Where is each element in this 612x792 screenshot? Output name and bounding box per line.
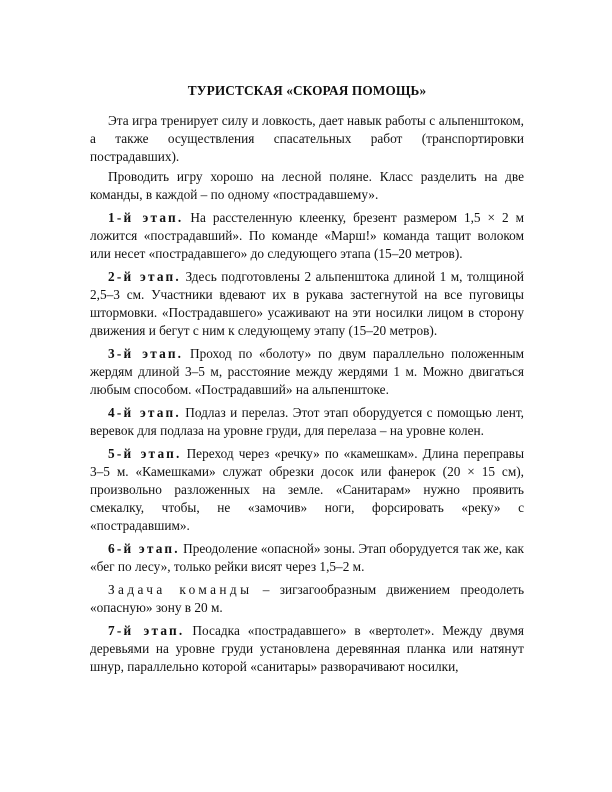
stage-6-label: 6-й этап. — [108, 541, 180, 556]
stage-6-paragraph — [90, 540, 524, 576]
stage-2-label: 2-й этап. — [108, 269, 181, 284]
stage-1-paragraph — [90, 209, 524, 263]
stage-5-paragraph — [90, 445, 524, 535]
stage-5-label: 5-й этап. — [108, 446, 182, 461]
task-paragraph — [90, 581, 524, 617]
document-page — [90, 82, 524, 681]
stage-1-label: 1-й этап. — [108, 210, 184, 225]
stage-4-paragraph — [90, 404, 524, 440]
stage-4-label: 4-й этап. — [108, 405, 181, 420]
stage-7-paragraph — [90, 622, 524, 676]
stage-3-label: 3-й этап. — [108, 346, 184, 361]
stage-3-paragraph — [90, 345, 524, 399]
stage-5-text: Переход через «речку» по «камешкам». Длина переправы 3–5 м. «Камешками» служат обрезки досок или фанерок (20 × 15 см), произвольно разложенных на земле. «Санитарам» нужно проявить смекалку, чтобы, не «замочив» ноги, форсировать «реку» с «пострадавшим». — [90, 446, 525, 533]
stage-7-label: 7-й этап. — [108, 623, 185, 638]
stage-2-text: Здесь подготовлены 2 альпенштока длиной 1 м, толщиной 2,5–3 см. Участники вдевают их в рукава застегнутой на все пуговицы штормовки. «Пострадавшего» усаживают на эти носилки лицом в сторону движения и бегут с ним к следующему этапу (15–20 метров). — [90, 269, 524, 338]
intro-paragraph-1: Эта игра тренирует силу и ловкость, дает навык работы с альпенштоком, а также осуществления спасательных работ (транспортировки пострадавших). — [90, 113, 524, 164]
stage-2-paragraph — [90, 268, 524, 340]
stage-4-text: Подлаз и перелаз. Этот этап оборудуется с помощью лент, веревок для подлаза на уровне груди, для перелаза – на уровне колен. — [90, 405, 524, 438]
page-title: ТУРИСТСКАЯ «СКОРАЯ ПОМОЩЬ» — [187, 83, 427, 98]
stage-7-text: Посадка «пострадавшего» в «вертолет». Между двумя деревьями на уровне груди установлена деревянная планка или натянут шнур, параллельно которой «санитары» разворачивают носилки, — [90, 623, 524, 674]
stage-6-text: Преодоление «опасной» зоны. Этап оборудуется так же, как «бег по лесу», только рейки висят через 1,5–2 м. — [90, 541, 524, 574]
task-label: Задача команды — [108, 582, 253, 597]
stage-1-text: На расстеленную клеенку, брезент размером 1,5 × 2 м ложится «пострадавший». По команде «Марш!» команда тащит волоком или несет «пострадавшего» до следующего этапа (15–20 метров). — [90, 210, 525, 261]
intro-paragraph-2: Проводить игру хорошо на лесной поляне. Класс разделить на две команды, в каждой – по одному «пострадавшему». — [90, 169, 524, 202]
task-text: – зигзагообразным движением преодолеть «опасную» зону в 20 м. — [90, 582, 525, 615]
stage-3-text: Проход по «болоту» по двум параллельно положенным жердям длиной 3–5 м, расстояние между жердями 1 м. Можно двигаться любым способом. «Пострадавший» на альпенштоке. — [90, 346, 524, 397]
